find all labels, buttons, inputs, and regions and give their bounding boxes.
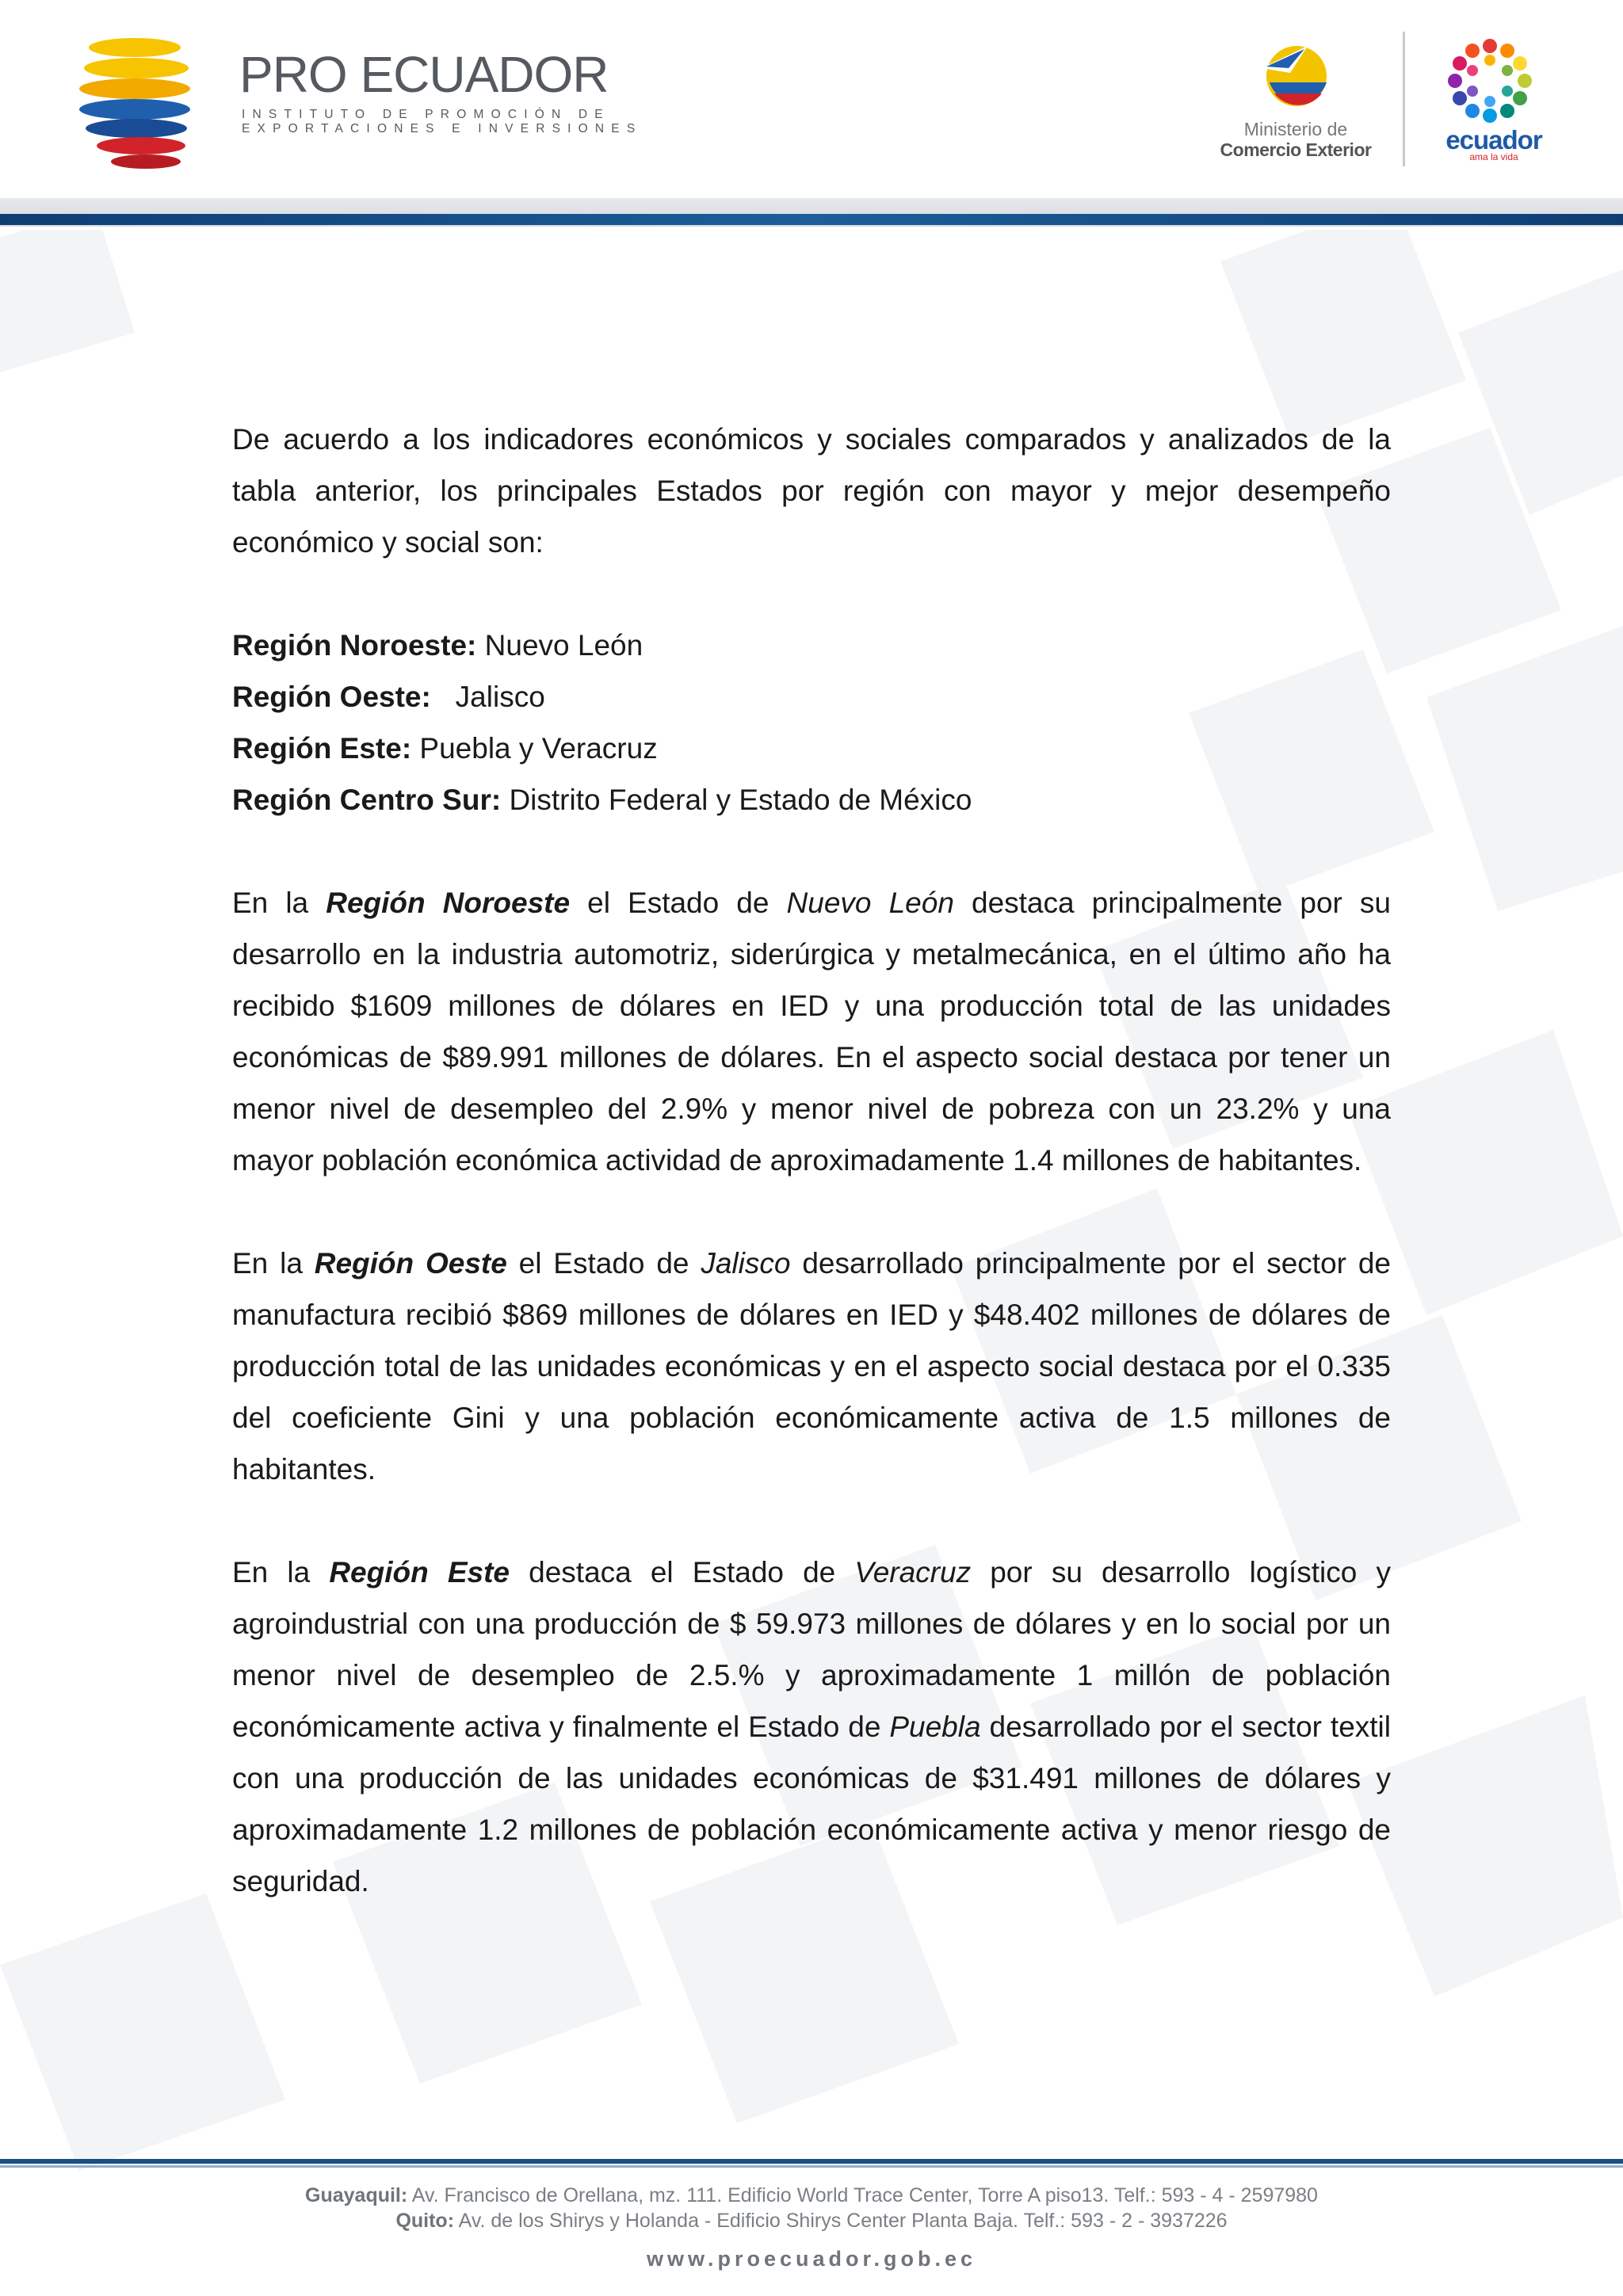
footer-rule (0, 2159, 1623, 2164)
state-name: Nuevo León (786, 887, 954, 919)
ecuador-brand-logo-icon (1442, 33, 1537, 128)
country-brand-tagline: ama la vida (1469, 151, 1518, 162)
region-label: Región Centro Sur: (232, 784, 502, 816)
document-body (232, 414, 1391, 1958)
country-brand-name: ecuador (1445, 125, 1542, 154)
este-paragraph (232, 1547, 1391, 1907)
region-item (232, 723, 1391, 774)
region-label: Región Noroeste: (232, 629, 477, 662)
region-value: Distrito Federal y Estado de México (509, 784, 972, 816)
footer-rule-light (0, 2165, 1623, 2168)
text-run: desarrollado por el sector textil con una producción de las unidades económicas de $31.491 millones de dólares y aproximadamente 1.2 millones de población económicamente activa y menor riesgo de seguridad. (232, 1711, 1391, 1897)
text-run: En la (232, 1556, 330, 1589)
region-value: Nuevo León (484, 629, 643, 662)
footer-city: Quito: (395, 2210, 455, 2232)
intro-paragraph: De acuerdo a los indicadores económicos y sociales comparados y analizados de la tabla anterior, los principales Estados por región con mayor y mejor desempeño económico y social son: (232, 423, 1391, 559)
region-value: Puebla y Veracruz (419, 732, 658, 765)
oeste-paragraph (232, 1238, 1391, 1495)
text-run: En la (232, 1247, 315, 1280)
page-footer (0, 2183, 1623, 2275)
brand-subtitle-line2: EXPORTACIONES E INVERSIONES (242, 122, 643, 135)
ministry-name-line2: Comercio Exterior (1220, 139, 1372, 160)
region-name: Región Oeste (314, 1247, 507, 1280)
noroeste-paragraph (232, 877, 1391, 1186)
footer-address: Av. de los Shirys y Holanda - Edificio Shirys Center Planta Baja. Telf.: 593 - 2 - 3937226 (454, 2210, 1228, 2232)
region-name: Región Este (329, 1556, 510, 1589)
text-run: destaca principalmente por su desarrollo en la industria automotriz, siderúrgica y metalmecánica, en el último año ha recibido $1609 millones de dólares en IED y una producción total de las unidades económicas de $89.991 millones de dólares. En el aspecto social destaca por tener un menor nivel de desempleo del 2.9% y menor nivel de pobreza con un 23.2% y una mayor población económica actividad de aproximadamente 1.4 millones de habitantes. (232, 887, 1392, 1177)
footer-website-link[interactable]: www.proecuador.gob.ec (646, 2247, 977, 2271)
region-item (232, 620, 1391, 671)
state-name: Jalisco (701, 1247, 791, 1280)
region-list (232, 620, 1391, 826)
region-item (232, 774, 1391, 826)
footer-address-guayaquil (0, 2183, 1623, 2208)
page-header (0, 0, 1623, 230)
region-value: Jalisco (455, 681, 545, 713)
region-name: Región Noroeste (326, 887, 571, 919)
ministry-name-line1: Ministerio de (1243, 119, 1348, 139)
brand-subtitle-line1: INSTITUTO DE PROMOCIÓN DE (242, 108, 610, 121)
header-rule (0, 214, 1623, 225)
brand-subtitle (242, 108, 642, 136)
footer-city: Guayaquil: (305, 2184, 408, 2206)
pro-ecuador-logo-icon (78, 30, 197, 173)
text-run: por su desarrollo logístico y agroindustrial con una producción de $ 59.973 millones de dólares y en lo social por un menor nivel de desempleo de 2.5.% y aproximadamente 1 millón de población económicamente activa y finalmente el Estado de (232, 1556, 1391, 1743)
footer-address-quito (0, 2208, 1623, 2233)
region-label: Región Oeste: (232, 681, 431, 713)
text-run: desarrollado principalmente por el sector de manufactura recibió $869 millones de dólares en IED y $48.402 millones de dólares de producción total de las unidades económicas y en el aspecto social destaca por el 0.335 del coeficiente Gini y una población económicamente activa de 1.5 millones de habitantes. (232, 1247, 1391, 1486)
header-divider (1403, 32, 1405, 166)
text-run: En la (232, 887, 327, 919)
text-run: el Estado de (570, 887, 787, 919)
state-name: Puebla (889, 1711, 981, 1743)
footer-address: Av. Francisco de Orellana, mz. 111. Edificio World Trace Center, Torre A piso13. Telf.: 593 - 4 - 2597980 (407, 2184, 1318, 2206)
region-item (232, 671, 1391, 723)
ministry-logo-icon (1258, 36, 1330, 116)
text-run: destaca el Estado de (510, 1556, 855, 1589)
text-run: el Estado de (506, 1247, 701, 1280)
state-name: Veracruz (854, 1556, 972, 1589)
region-label: Región Este: (232, 732, 412, 765)
brand-name: PRO ECUADOR (239, 46, 609, 103)
